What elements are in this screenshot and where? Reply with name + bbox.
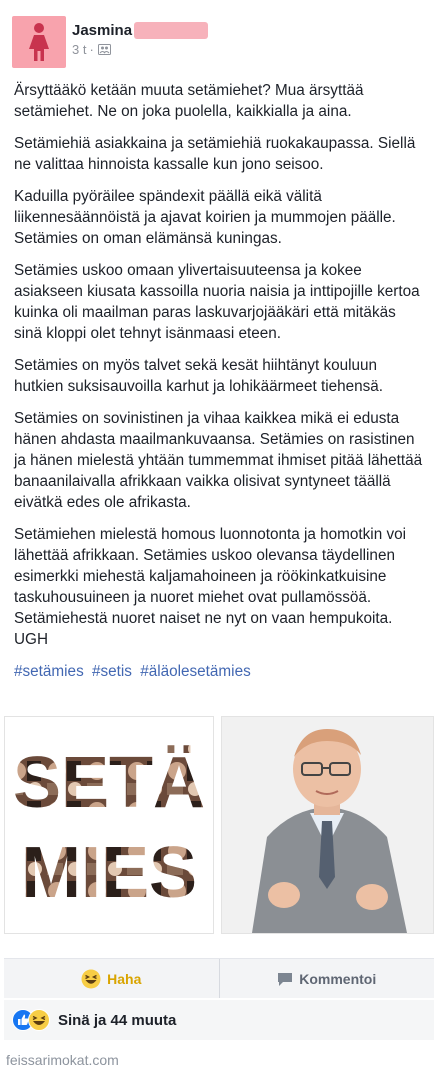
comment-button[interactable] <box>219 959 435 998</box>
post-paragraph: Setämiehen mielestä homous luonnotonta ja homotkin voi lähettää afrikkaan. Setämies uskoo olevansa täydellinen esimerkki miehestä kaljamahoineen ja röökinkatkuisine taskuhousuineen ja nuoret miehet ovat pullamössöä. Setämiehestä nuoret naiset ne nyt on vaan hempukoita. UGH <box>14 526 407 648</box>
female-avatar-icon <box>26 22 52 62</box>
post-images <box>0 713 437 935</box>
post-meta <box>72 42 111 57</box>
setamies-text-image[interactable] <box>4 716 214 934</box>
reaction-count: Sinä ja 44 muuta <box>58 1011 177 1029</box>
setamies-graphic <box>5 717 213 933</box>
comment-icon <box>277 971 293 987</box>
hashtag-link[interactable]: #äläolesetämies <box>140 663 251 680</box>
haha-label: Haha <box>107 970 142 987</box>
post-body <box>14 80 426 682</box>
redacted-surname <box>134 22 208 39</box>
author-name[interactable]: Jasmina <box>72 21 133 39</box>
friends-privacy-icon <box>98 44 111 55</box>
man-in-suit-illustration <box>222 717 433 933</box>
post-paragraph: Setämies uskoo omaan ylivertaisuuteensa ja kokee asiakseen kiusata kassoilla nuoria naisia ja inttipojille kertoa kuinka oli maailman paras laskuvarjojääkäri että mitäkäs sinä kloppi olet tehnyt isänmaasi eteen. <box>14 262 420 342</box>
author-row <box>72 20 208 40</box>
post-paragraph: Ärsyttääkö ketään muuta setämiehet? Mua ärsyttää setämiehet. Ne on joka puolella, kaikkialla ja aina. <box>14 82 364 120</box>
hashtag-link[interactable]: #setis <box>91 663 132 680</box>
action-bar <box>4 958 434 998</box>
post-paragraph: Setämies on sovinistinen ja vihaa kaikkea mikä ei edusta hänen ahdasta maailmankuvaansa. Setämies on rasistinen ja hänen mielestä yhtään tummemmat ihmiset pitää lähettää banaanilaivalla afrikkaan vaikka olisivat syntyneet täällä eivätkä edes ole afrikasta. <box>14 410 423 511</box>
hashtags <box>14 661 426 682</box>
post-paragraph: Setämiehiä asiakkaina ja setämiehiä ruokakaupassa. Siellä ne valittaa hinnoista kassalle kun jono seisoo. <box>14 135 416 173</box>
watermark: feissarimokat.com <box>6 1052 119 1068</box>
setamies-word-2: MIES <box>20 833 198 913</box>
post-paragraph: Setämies on myös talvet sekä kesät hiihtänyt kouluun hutkien suksisauvoilla karhut ja lohikäärmeet tiehensä. <box>14 357 384 395</box>
haha-button[interactable] <box>4 959 219 998</box>
meta-separator: · <box>89 42 94 57</box>
comment-label: Kommentoi <box>299 970 377 987</box>
post-time[interactable]: 3 t <box>72 42 87 57</box>
post-header <box>0 0 437 72</box>
avatar[interactable] <box>12 16 66 68</box>
post-paragraph: Kaduilla pyöräilee spändexit päällä eikä välitä liikennesäännöistä ja ajavat koirien ja mummojen päälle. Setämies on oman elämänsä kuningas. <box>14 188 396 247</box>
man-photo[interactable] <box>221 716 434 934</box>
haha-emoji-icon <box>81 969 101 989</box>
haha-reaction-icon <box>28 1009 50 1031</box>
hashtag-link[interactable]: #setämies <box>14 663 84 680</box>
setamies-word-1: SETÄ <box>12 743 206 823</box>
reactions-summary[interactable] <box>4 1000 434 1040</box>
reaction-icons <box>12 1009 56 1031</box>
